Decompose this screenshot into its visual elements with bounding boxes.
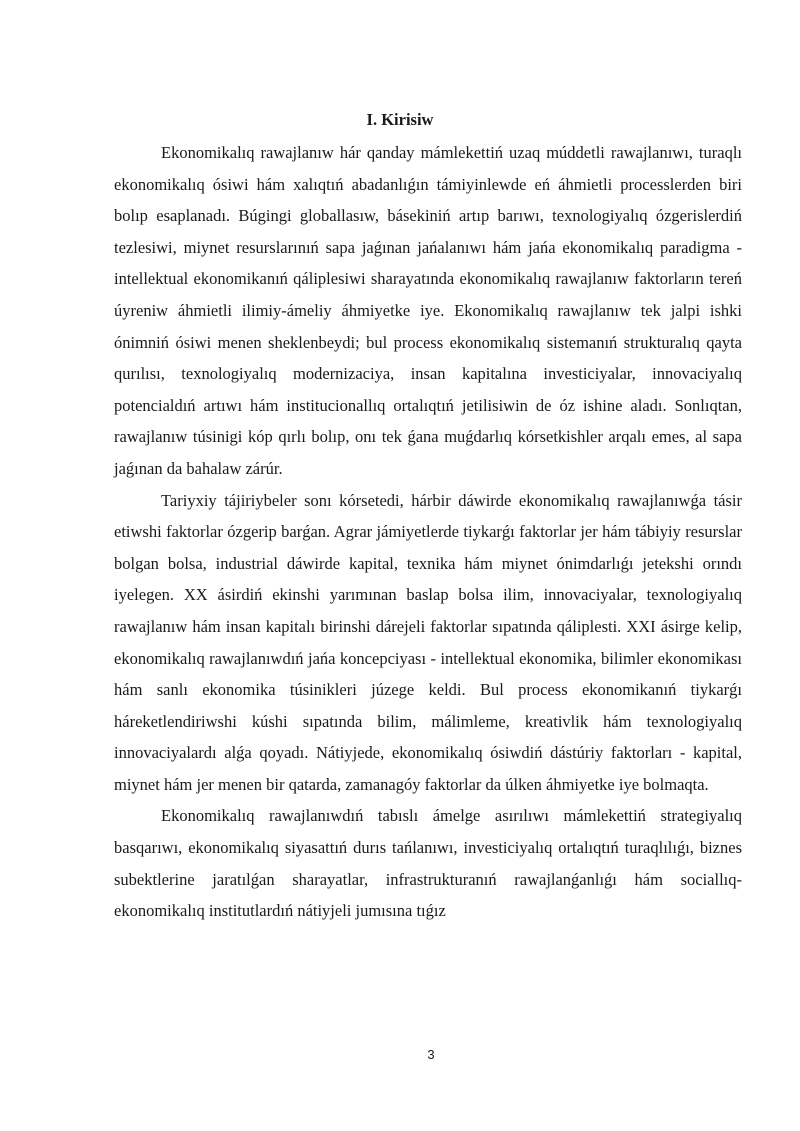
paragraph-1: Ekonomikalıq rawajlanıw hár qanday mámlekettiń uzaq múddetli rawajlanıwı, turaqlı ekonomikalıq ósiwi hám xalıqtıń abadanlıǵın támiyinlewde eń áhmietli processlerden biri bolıp esaplanadı. Búgingi globallasıw, básekiniń artıp barıwı, texnologiyalıq ózgerislerdiń tezlesiwi, miynet resurslarınıń sapa jaǵınan jańalanıwı hám jańa ekonomikalıq paradigma - intellektual ekonomikanıń qáliplesiwi sharayatında ekonomikalıq rawajlanıw faktorların tereń úyreniw áhmietli ilimiy-ámeliy áhmiyetke iye. Ekonomikalıq rawajlanıw tek jalpi ishki ónimniń ósiwi menen sheklenbeydi; bul process ekonomikalıq sistemanıń strukturalıq qayta qurılısı, texnologiyalıq modernizaciya, insan kapitalına investiciyalar, innovaciyalıq potencialdıń artıwı hám institucionallıq ortalıqtıń jetilisiwin de óz ishine aladı. Sonlıqtan, rawajlanıw túsinigi kóp qırlı bolıp, onı tek ǵana muǵdarlıq kórsetkishler arqalı emes, al sapa jaǵınan da bahalaw zárúr.: [114, 143, 742, 478]
paragraph-2: Tariyxiy tájiriybeler sonı kórsetedi, hárbir dáwirde ekonomikalıq rawajlanıwǵa tásir etiwshi faktorlar ózgerip barǵan. Agrar jámiyetlerde tiykarǵı faktorlar jer hám tábiyiy resurslar bolgan bolsa, industrial dáwirde kapital, texnika hám miynet ónimdarlıǵı jetekshi orındı iyelegen. XX ásirdiń ekinshi yarımınan baslap bolsa ilim, innovaciyalar, texnologiyalıq rawajlanıw hám insan kapitalı birinshi dárejeli faktorlar sıpatında qáliplesti. XXI ásirge kelip, ekonomikalıq rawajlanıwdıń jańa koncepciyası - intellektual ekonomika, bilimler ekonomikası hám sanlı ekonomika túsinikleri júzege keldi. Bul process ekonomikanıń tiykarǵı háreketlendiriwshi kúshi sıpatında bilim, málimleme, kreativlik hám texnologiyalıq innovaciyalardı alǵa qoyadı. Nátiyjede, ekonomikalıq ósiwdiń dástúriy faktorları - kapital, miynet hám jer menen bir qatarda, zamanagóy faktorlar da úlken áhmiyetke iye bolmaqta.: [114, 490, 742, 794]
body-text: [114, 137, 742, 927]
page-number: 3: [427, 1047, 435, 1062]
paragraph-3: Ekonomikalıq rawajlanıwdıń tabıslı ámelge asırılıwı mámlekettiń strategiyalıq basqarıwı, ekonomikalıq siyasattıń durıs tańlanıwı, investiciyalıq ortalıqtıń turaqlılıǵı, biznes subektlerine jaratılǵan sharayatlar, infrastrukturanıń rawajlanǵanlıǵı hám sociallıq-ekonomikalıq institutlardıń nátiyjeli jumısına tıǵız: [114, 806, 742, 921]
section-heading: I. Kirisiw: [366, 110, 434, 129]
